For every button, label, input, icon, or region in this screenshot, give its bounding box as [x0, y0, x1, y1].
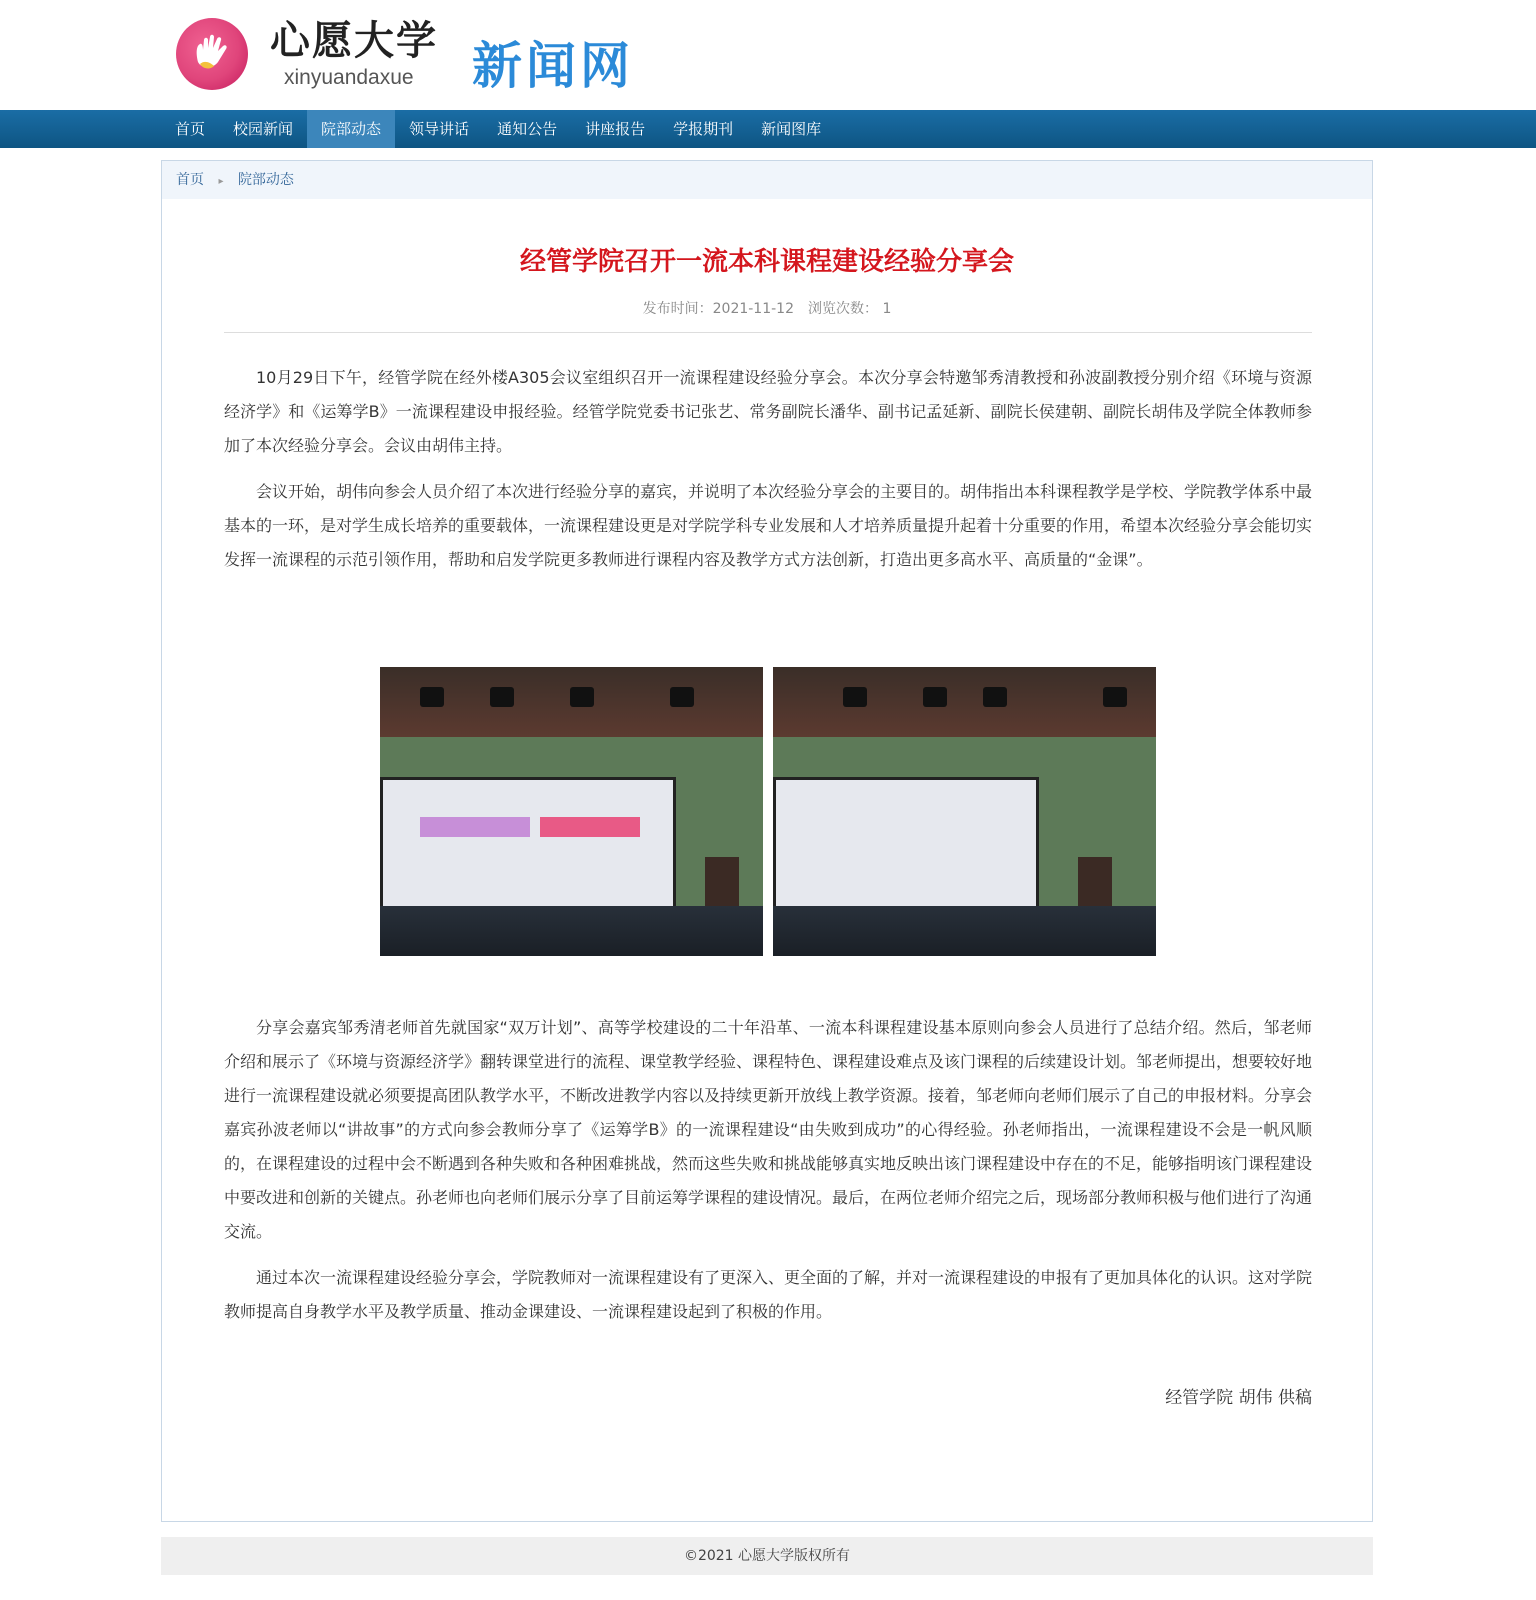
nav-item-journal[interactable]: 学报期刊: [673, 120, 734, 138]
view-count: 浏览次数： 1: [808, 301, 892, 317]
site-footer: ©2021 心愿大学版权所有: [161, 1537, 1373, 1575]
article-author: 经管学院 胡伟 供稿: [1165, 1388, 1312, 1408]
nav-item-lectures[interactable]: 讲座报告: [585, 120, 646, 138]
nav-item-photo-gallery[interactable]: 新闻图库: [761, 120, 822, 138]
logo-chinese-name: 心愿大学: [270, 16, 438, 64]
publish-date: 发布时间：2021-11-12: [642, 301, 794, 317]
article-paragraph: 通过本次一流课程建设经验分享会，学院教师对一流课程建设有了更深入、更全面的了解，并对一流课程建设的申报有了更加具体化的认识。这对学院教师提高自身教学水平及教学质量、推动金课建设、一流课程建设起到了积极的作用。: [224, 1268, 1313, 1321]
hand-icon: [190, 32, 234, 76]
nav-item-home[interactable]: 首页: [175, 120, 206, 138]
breadcrumb-arrow-icon: ▸: [218, 176, 224, 187]
article-photos: [380, 667, 1156, 956]
title-divider: [224, 332, 1312, 333]
article-paragraph: 分享会嘉宾邹秀清老师首先就国家“双万计划”、高等学校建设的二十年沿革、一流本科课程建设基本原则向参会人员进行了总结介绍。然后，邹老师介绍和展示了《环境与资源经济学》翻转课堂进行的流程、课堂教学经验、课程特色、课程建设难点及该门课程的后续建设计划。邹老师提出，想要较好地进行一流课程建设就必须要提高团队教学水平，不断改进教学内容以及持续更新开放线上教学资源。接着，邹老师向老师们展示了自己的申报材料。分享会嘉宾孙波老师以“讲故事”的方式向参会教师分享了《运筹学B》的一流课程建设“由失败到成功”的心得经验。孙老师指出，一流课程建设不会是一帆风顺的，在课程建设的过程中会不断遇到各种失败和各种困难挑战，然而这些失败和挑战能够真实地反映出该门课程建设中存在的不足，能够指明该门课程建设中要改进和创新的关键点。孙老师也向老师们展示分享了目前运筹学课程的建设情况。最后，在两位老师介绍完之后，现场部分教师积极与他们进行了沟通交流。: [224, 1018, 1313, 1241]
site-title: 新闻网: [472, 37, 634, 95]
nav-item-leader-speeches[interactable]: 领导讲话: [409, 120, 470, 138]
meeting-photo-right: [773, 667, 1156, 956]
main-nav: [0, 110, 1536, 148]
site-header: [0, 0, 1536, 110]
logo-english-name: xinyuandaxue: [284, 65, 414, 89]
logo-emblem-icon: [176, 18, 248, 90]
breadcrumb-home-link[interactable]: 首页: [176, 172, 204, 188]
article-body-top: [224, 361, 1312, 589]
article-title: 经管学院召开一流本科课程建设经验分享会: [519, 247, 1014, 277]
article-container: [161, 160, 1373, 1522]
nav-item-department-news[interactable]: 院部动态: [307, 110, 395, 148]
article-paragraph: 10月29日下午，经管学院在经外楼A305会议室组织召开一流课程建设经验分享会。本次分享会特邀邹秀清教授和孙波副教授分别介绍《环境与资源经济学》和《运筹学B》一流课程建设申报经验。经管学院党委书记张艺、常务副院长潘华、副书记孟延新、副院长侯建朝、副院长胡伟及学院全体教师参加了本次经验分享会。会议由胡伟主持。: [224, 368, 1312, 455]
nav-item-notices[interactable]: 通知公告: [497, 120, 558, 138]
article-paragraph: 会议开始，胡伟向参会人员介绍了本次进行经验分享的嘉宾，并说明了本次经验分享会的主要目的。胡伟指出本科课程教学是学校、学院教学体系中最基本的一环，是对学生成长培养的重要载体，一流课程建设更是对学院学科专业发展和人才培养质量提升起着十分重要的作用，希望本次经验分享会能切实发挥一流课程的示范引领作用，帮助和启发学院更多教师进行课程内容及教学方式方法创新，打造出更多高水平、高质量的“金课”。: [224, 482, 1313, 569]
site-logo[interactable]: [176, 18, 438, 90]
nav-item-campus-news[interactable]: 校园新闻: [233, 120, 294, 138]
article-meta: [162, 298, 1372, 318]
meeting-photo-left: [380, 667, 763, 956]
breadcrumb-current-link[interactable]: 院部动态: [237, 172, 294, 188]
article-body-bottom: [224, 1011, 1312, 1341]
breadcrumb: [162, 161, 1372, 199]
